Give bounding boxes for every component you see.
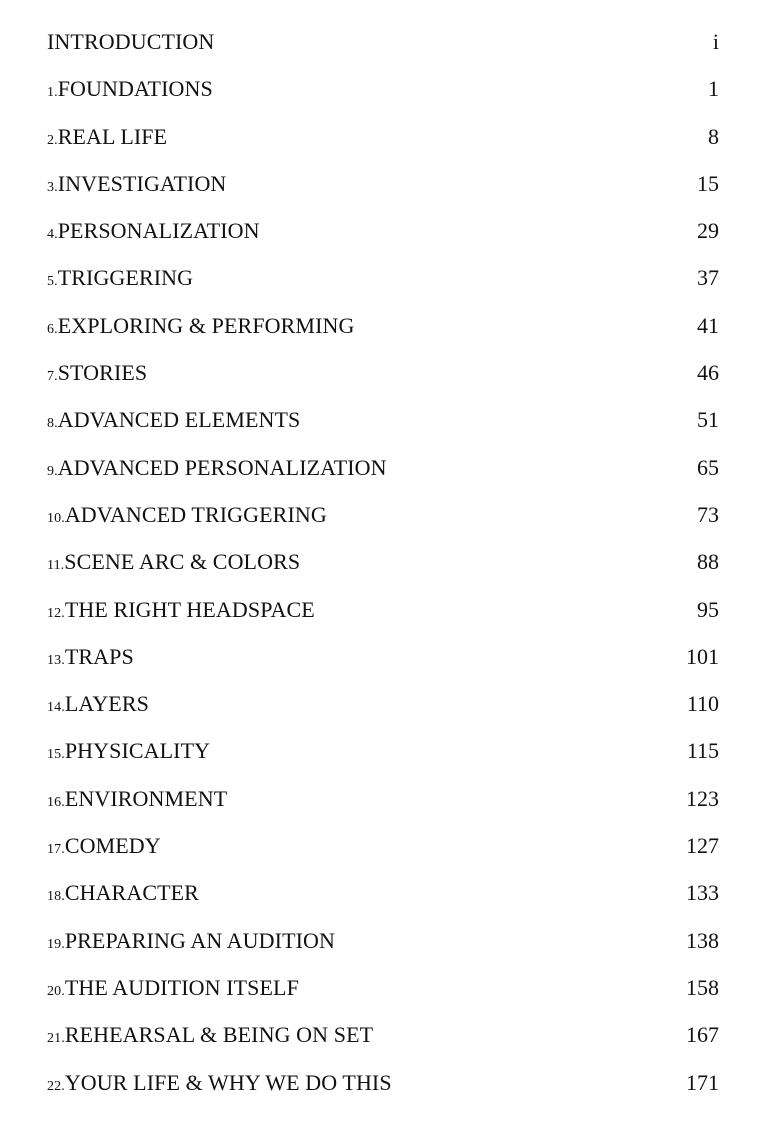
toc-row[interactable] (47, 407, 719, 454)
page-number: 123 (686, 785, 719, 811)
page-number: 37 (697, 265, 719, 291)
page-number: 51 (697, 407, 719, 433)
toc-entry (47, 455, 387, 481)
chapter-title: ADVANCED PERSONALIZATION (57, 454, 387, 480)
chapter-title: PERSONALIZATION (57, 218, 260, 244)
chapter-number: 8. (47, 416, 58, 432)
chapter-number: 13. (47, 652, 65, 668)
page-number: 133 (686, 880, 719, 906)
toc-entry (47, 29, 214, 55)
chapter-number: 9. (47, 463, 58, 479)
toc-entry (47, 407, 300, 433)
chapter-number: 22. (47, 1078, 65, 1094)
chapter-title: INTRODUCTION (47, 29, 215, 54)
chapter-title: SCENE ARC & COLORS (64, 549, 301, 575)
chapter-number: 3. (47, 179, 58, 195)
chapter-title: LAYERS (64, 691, 149, 717)
chapter-title: CHARACTER (64, 880, 199, 906)
toc-row[interactable] (47, 833, 719, 880)
toc-entry (47, 265, 193, 291)
toc-entry (47, 738, 210, 764)
chapter-number: 5. (47, 274, 58, 290)
toc-row[interactable] (47, 549, 719, 596)
chapter-number: 6. (47, 321, 58, 337)
page-number: 41 (697, 312, 719, 338)
toc-entry (47, 360, 147, 386)
toc-entry (47, 1022, 373, 1048)
chapter-title: YOUR LIFE & WHY WE DO THIS (64, 1069, 392, 1095)
chapter-title: PHYSICALITY (64, 738, 211, 764)
chapter-number: 19. (47, 936, 65, 952)
toc-row[interactable] (47, 124, 719, 171)
toc-row[interactable] (47, 76, 719, 123)
toc-row[interactable] (47, 29, 719, 76)
chapter-number: 11. (47, 558, 65, 574)
page-number: 46 (697, 360, 719, 386)
chapter-title: TRAPS (64, 643, 134, 669)
toc-row[interactable] (47, 597, 719, 644)
chapter-title: FOUNDATIONS (57, 76, 213, 102)
toc-row[interactable] (47, 1022, 719, 1069)
chapter-number: 7. (47, 369, 58, 385)
page-number: 73 (697, 501, 719, 527)
chapter-title: STORIES (57, 360, 148, 386)
page-number: 95 (697, 596, 719, 622)
page-number: 138 (686, 927, 719, 953)
toc-entry (47, 76, 213, 102)
chapter-number: 15. (47, 747, 65, 763)
chapter-title: THE RIGHT HEADSPACE (64, 596, 315, 622)
chapter-title: TRIGGERING (57, 265, 194, 291)
chapter-title: REAL LIFE (57, 123, 168, 149)
page-number: 29 (697, 218, 719, 244)
page-number: 15 (697, 170, 719, 196)
chapter-number: 18. (47, 889, 65, 905)
page-number: 127 (686, 833, 719, 859)
chapter-title: PREPARING AN AUDITION (64, 927, 336, 953)
chapter-number: 20. (47, 983, 65, 999)
page-number: 158 (686, 974, 719, 1000)
toc-entry (47, 124, 167, 150)
page-number: 101 (686, 643, 719, 669)
chapter-number: 17. (47, 842, 65, 858)
chapter-number: 14. (47, 700, 65, 716)
toc-row[interactable] (47, 502, 719, 549)
chapter-number: 2. (47, 132, 58, 148)
page-number: 115 (686, 738, 719, 764)
page-number: 167 (686, 1022, 719, 1048)
chapter-number: 1. (47, 85, 58, 101)
page-number: 8 (708, 123, 719, 149)
toc-entry (47, 171, 226, 197)
toc-row[interactable] (47, 975, 719, 1022)
toc-row[interactable] (47, 360, 719, 407)
page-number: 65 (697, 454, 719, 480)
toc-row[interactable] (47, 313, 719, 360)
toc-row[interactable] (47, 455, 719, 502)
toc-entry (47, 928, 335, 954)
toc-entry (47, 502, 327, 528)
chapter-number: 16. (47, 794, 65, 810)
toc-row[interactable] (47, 265, 719, 312)
chapter-title: COMEDY (64, 833, 161, 859)
toc-row[interactable] (47, 171, 719, 218)
chapter-title: ENVIRONMENT (64, 785, 228, 811)
table-of-contents (47, 29, 719, 1117)
toc-row[interactable] (47, 928, 719, 975)
chapter-title: ADVANCED TRIGGERING (64, 501, 327, 527)
toc-row[interactable] (47, 644, 719, 691)
toc-row[interactable] (47, 1070, 719, 1117)
chapter-title: ADVANCED ELEMENTS (57, 407, 301, 433)
chapter-number: 21. (47, 1031, 65, 1047)
toc-row[interactable] (47, 738, 719, 785)
toc-entry (47, 549, 300, 575)
page-number: 88 (697, 549, 719, 575)
toc-entry (47, 880, 199, 906)
toc-row[interactable] (47, 880, 719, 927)
toc-row[interactable] (47, 691, 719, 738)
page-number: 110 (686, 691, 719, 717)
toc-entry (47, 786, 227, 812)
page-number: 171 (686, 1069, 719, 1095)
chapter-title: REHEARSAL & BEING ON SET (64, 1022, 374, 1048)
toc-entry (47, 833, 161, 859)
toc-entry (47, 644, 134, 670)
toc-entry (47, 1070, 392, 1096)
chapter-title: INVESTIGATION (57, 170, 227, 196)
chapter-title: EXPLORING & PERFORMING (57, 312, 355, 338)
chapter-number: 12. (47, 605, 65, 621)
chapter-number: 10. (47, 510, 65, 526)
page-number: 1 (708, 76, 719, 102)
page-number: i (712, 29, 719, 54)
chapter-title: THE AUDITION ITSELF (64, 974, 299, 1000)
toc-entry (47, 218, 260, 244)
toc-entry (47, 597, 315, 623)
toc-entry (47, 691, 149, 717)
chapter-number: 4. (47, 227, 58, 243)
toc-row[interactable] (47, 218, 719, 265)
toc-entry (47, 975, 299, 1001)
toc-row[interactable] (47, 786, 719, 833)
toc-entry (47, 313, 355, 339)
